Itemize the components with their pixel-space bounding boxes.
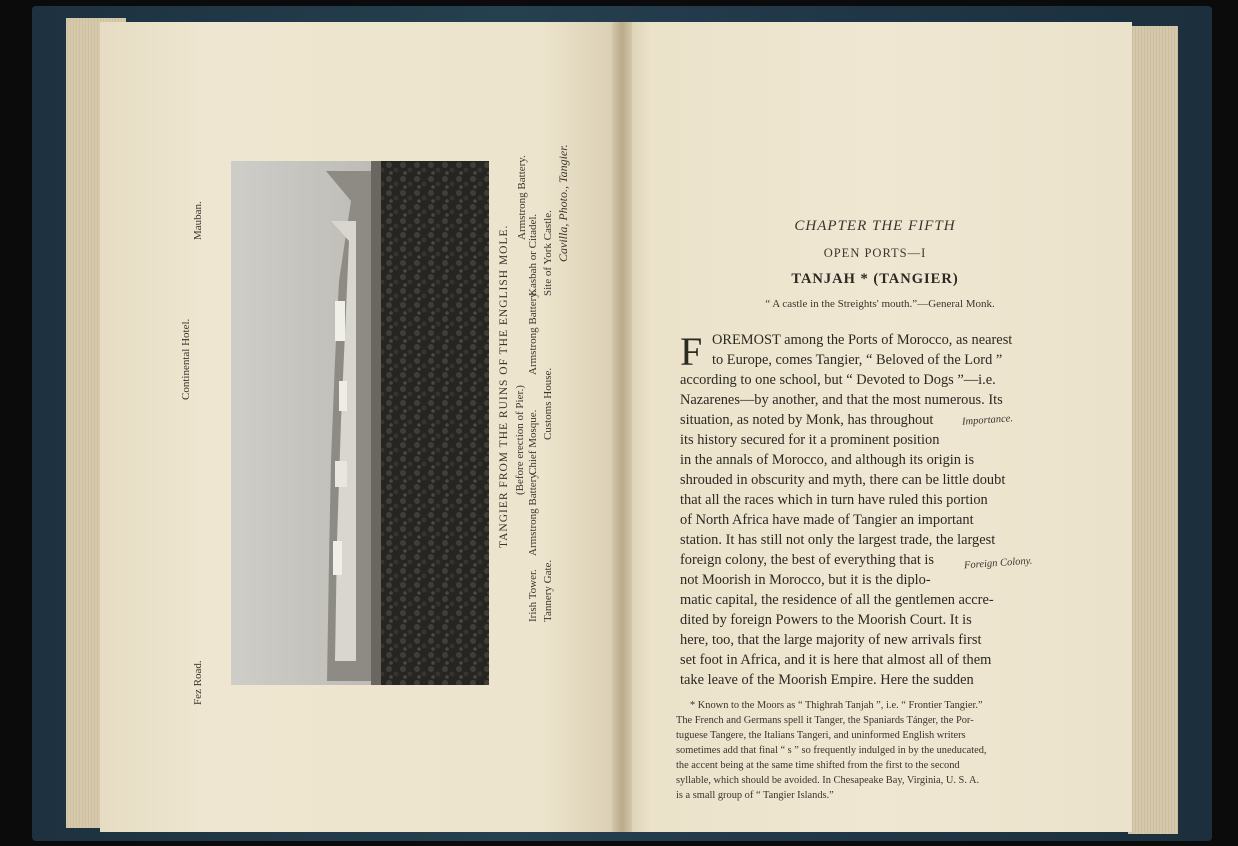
footnote-line-5: the accent being at the same time shifted from the first to the second [676, 760, 960, 771]
label-fez-road: Fez Road. [192, 660, 204, 705]
page-edges-right [1128, 26, 1178, 834]
photo-illustration [231, 161, 489, 685]
key-label-irish-tower: Irish Tower. [527, 569, 539, 622]
key-label-york-castle: Site of York Castle. [542, 210, 554, 296]
body-line-9: that all the races which in turn have ruled this portion [680, 492, 988, 508]
section-heading: OPEN PORTS—I [823, 246, 927, 260]
footnote-line-6: syllable, which should be avoided. In Chesapeake Bay, Virginia, U. S. A. [676, 775, 980, 786]
chapter-title: TANJAH * (TANGIER) [791, 271, 959, 287]
plate-caption-title: TANGIER FROM THE RUINS OF THE ENGLISH MOLE. [498, 224, 510, 548]
body-line-14: matic capital, the residence of all the gentlemen accre- [680, 592, 994, 608]
key-label-armstrong-battery-1: Armstrong Battery. [527, 471, 539, 556]
body-line-2: to Europe, comes Tangier, “ Beloved of the Lord ” [712, 352, 1003, 368]
body-line-13: not Moorish in Morocco, but it is the diplo- [680, 572, 931, 588]
body-line-8: shrouded in obscurity and myth, there can be little doubt [680, 472, 1006, 488]
body-line-5: situation, as noted by Monk, has throughout [680, 412, 934, 428]
key-label-armstrong-battery-3: Armstrong Battery. [516, 155, 528, 240]
body-line-7: in the annals of Morocco, and although its origin is [680, 452, 975, 468]
body-line-6: its history secured for it a prominent position [680, 432, 940, 448]
key-label-tannery-gate: Tannery Gate. [542, 559, 554, 622]
plate-caption-subtitle: (Before erection of Pier.) [514, 385, 526, 495]
footnote-line-1: * Known to the Moors as “ Thighrah Tanjah ”, i.e. “ Frontier Tangier.” [690, 700, 983, 711]
epigraph: “ A castle in the Streights' mouth.”—General Monk. [765, 298, 995, 310]
body-line-16: here, too, that the large majority of new arrivals first [680, 632, 982, 648]
body-line-10: of North Africa have made of Tangier an important [680, 512, 974, 528]
footnote-line-7: is a small group of “ Tangier Islands.” [676, 790, 834, 801]
body-line-1: OREMOST among the Ports of Morocco, as nearest [712, 332, 1013, 348]
margin-note-foreign-colony: Foreign Colony. [963, 555, 1033, 572]
label-mauban: Mauban. [192, 201, 204, 240]
key-label-chief-mosque: Chief Mosque. [527, 409, 539, 475]
body-line-12: foreign colony, the best of everything that is [680, 552, 935, 568]
key-label-kasbah: Kasbah or Citadel. [527, 213, 539, 296]
footnote-line-2: The French and Germans spell it Tanger, the Spaniards Tánger, the Por- [676, 715, 974, 726]
label-continental-hotel: Continental Hotel. [180, 318, 192, 400]
tangier-photograph [231, 161, 489, 685]
chapter-heading: CHAPTER THE FIFTH [794, 218, 956, 234]
book-gutter [612, 22, 632, 832]
body-line-18: take leave of the Moorish Empire. Here the sudden [680, 672, 974, 688]
body-line-17: set foot in Africa, and it is here that almost all of them [680, 652, 992, 668]
photo-credit: Cavilla, Photo., Tangier. [556, 144, 570, 262]
key-label-armstrong-battery-2: Armstrong Battery. [527, 290, 539, 375]
margin-note-importance: Importance. [961, 413, 1014, 428]
drop-cap: F [680, 329, 703, 374]
body-line-11: station. It has still not only the largest trade, the largest [680, 532, 996, 548]
footnote-line-4: sometimes add that final “ s ” so frequently indulged in by the uneducated, [676, 745, 987, 756]
footnote-line-3: tuguese Tangere, the Italians Tangeri, and uninformed English writers [676, 730, 966, 741]
key-label-customs-house: Customs House. [542, 367, 554, 440]
body-line-15: dited by foreign Powers to the Moorish Court. It is [680, 612, 972, 628]
body-line-3: according to one school, but “ Devoted to Dogs ”—i.e. [680, 372, 996, 388]
body-line-4: Nazarenes—by another, and that the most numerous. Its [680, 392, 1003, 408]
